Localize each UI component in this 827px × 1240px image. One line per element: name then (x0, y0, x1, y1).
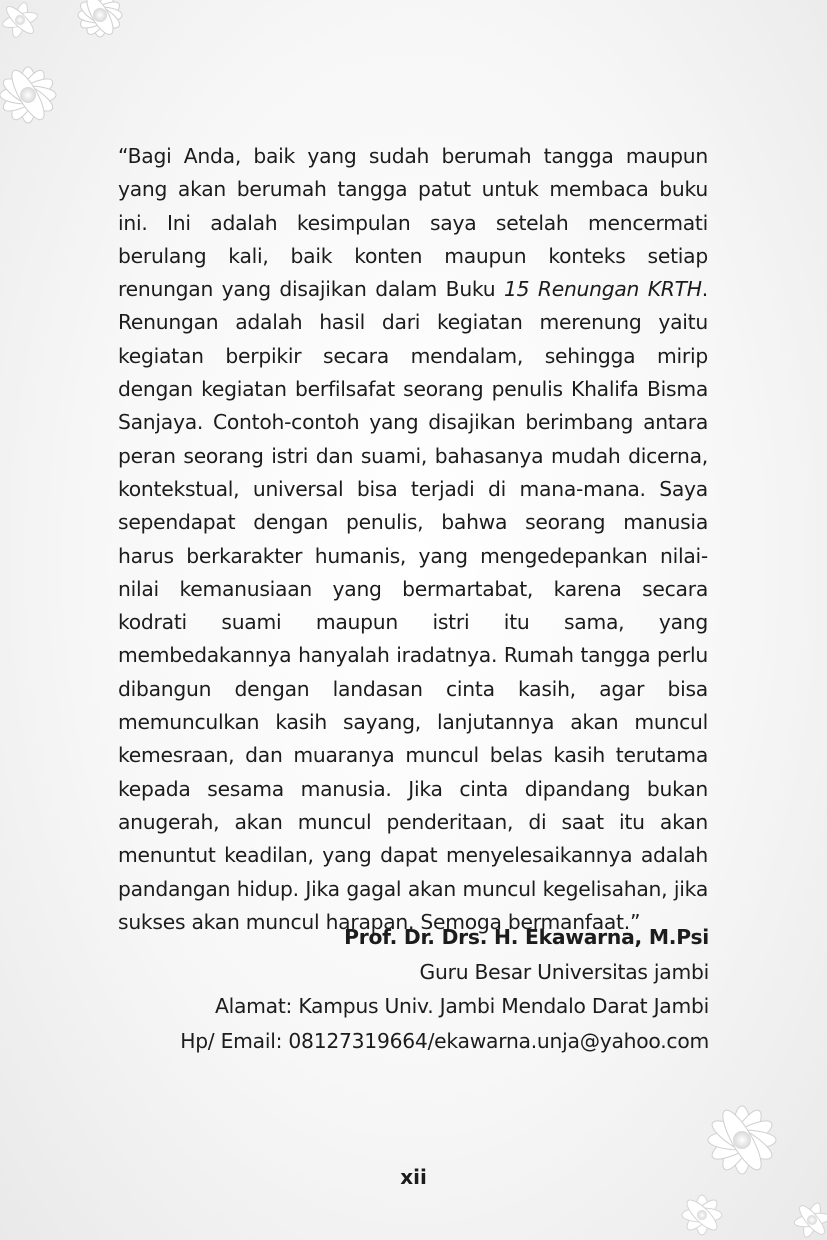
flower-icon (0, 66, 57, 123)
page-number: xii (400, 1165, 427, 1189)
quote-text-rest: . Renungan adalah hasil dari kegiatan merenung yaitu kegiatan berpikir secara mendalam, sehingga mirip dengan kegiatan berfilsafat seorang penulis Khalifa Bisma Sanjaya. Contoh-contoh yang disajikan berimbang antara peran seorang istri dan suami, bahasanya mudah dicerna, kontekstual, universal bisa terjadi di mana-mana. Saya sependapat dengan penulis, bahwa seorang manusia harus berkarakter humanis, yang mengedepankan nilai-nilai kemanusiaan yang bermartabat, karena secara kodrati suami maupun istri itu sama, yang membedakannya hanyalah iradatnya. Rumah tangga perlu dibangun dengan landasan cinta kasih, agar bisa memunculkan kasih sayang, lanjutannya akan muncul kemesraan, dan muaranya muncul belas kasih terutama kepada sesama manusia. Jika cinta dipandang bukan anugerah, akan muncul penderitaan, di saat itu akan menuntut keadilan, yang dapat menyelesaikannya adalah pandangan hidup. Jika gagal akan muncul kegelisahan, jika sukses akan muncul harapan. Semoga bermanfaat.” (118, 277, 708, 934)
flower-icon (793, 1201, 827, 1239)
flower-icon (682, 1195, 722, 1235)
decorative-flowers-bottom-right (667, 1070, 827, 1240)
testimonial-quote (118, 140, 708, 939)
flower-icon (77, 0, 123, 38)
author-name: Prof. Dr. Drs. H. Ekawarna, M.Psi (344, 925, 709, 949)
author-position: Guru Besar Universitas jambi (419, 959, 709, 984)
decorative-flowers-top-left (0, 0, 170, 150)
flower-icon (1, 1, 39, 39)
author-address: Alamat: Kampus Univ. Jambi Mendalo Darat Jambi (214, 994, 709, 1018)
quote-text-lead: “Bagi Anda, baik yang sudah berumah tangga maupun yang akan berumah tangga patut untuk membaca buku ini. Ini adalah kesimpulan saya setelah mencermati berulang kali, baik konten maupun konteks setiap renungan yang disajikan dalam Buku (118, 144, 708, 302)
book-title: 15 Renungan KRTH (503, 277, 702, 302)
signature-block (109, 920, 709, 1058)
testimonial-paragraph (118, 140, 708, 939)
author-contact: Hp/ Email: 08127319664/ekawarna.unja@yahoo.com (180, 1028, 709, 1053)
